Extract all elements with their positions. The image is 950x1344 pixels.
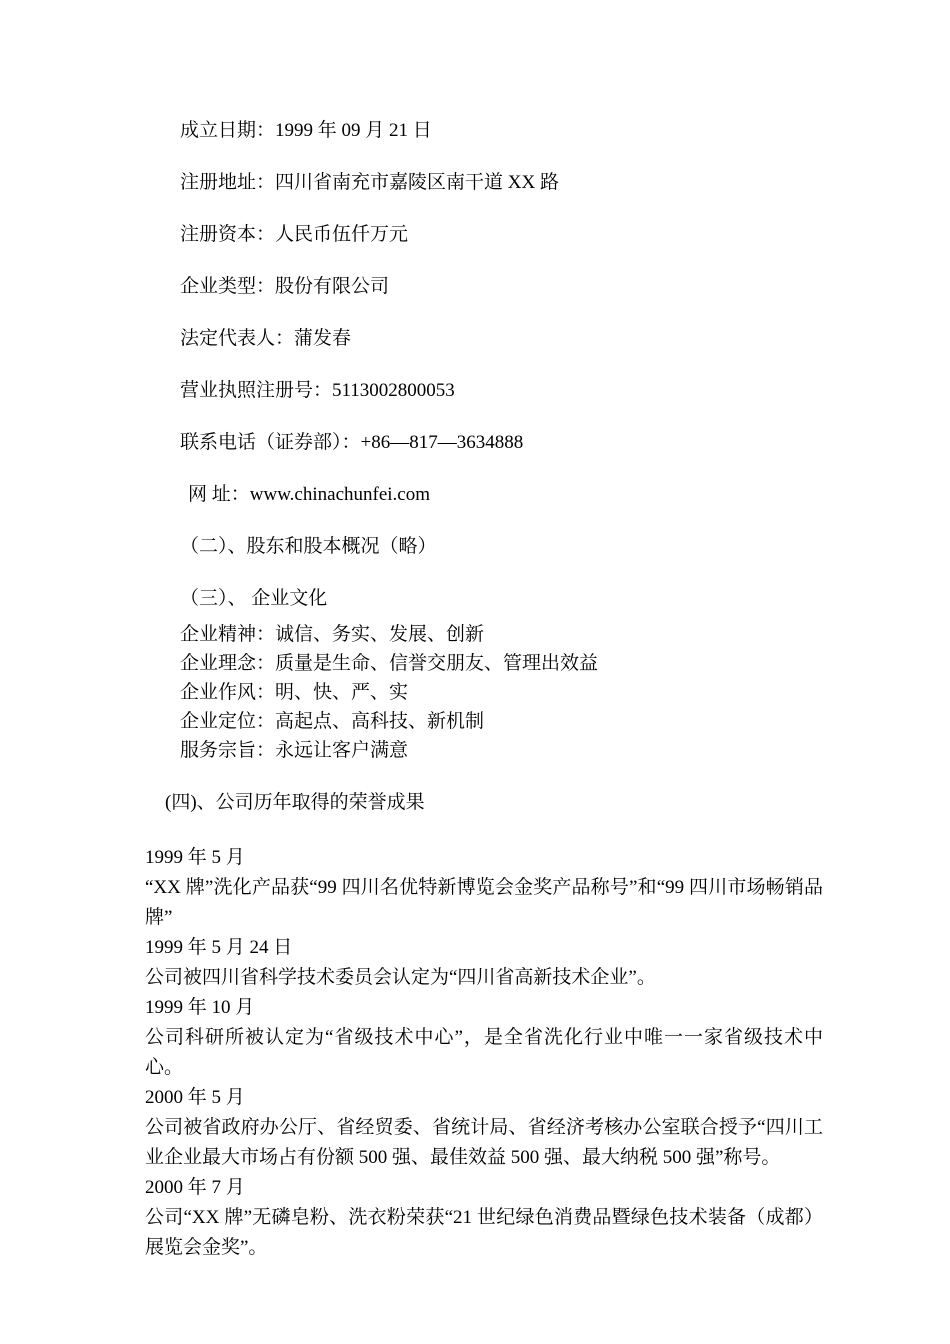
section-heading-culture: （三）、 企业文化 bbox=[180, 588, 328, 609]
culture-line-philosophy: 企业理念：质量是生命、信誉交朋友、管理出效益 bbox=[180, 653, 599, 674]
honor-text: 公司被四川省科学技术委员会认定为“四川省高新技术企业”。 bbox=[145, 967, 656, 988]
culture-line-spirit: 企业精神：诚信、务实、发展、创新 bbox=[180, 624, 485, 645]
honor-text: 公司被省政府办公厅、省经贸委、省统计局、省经济考核办公室联合授予“四川工业企业最大市场占有份额 500 强、最佳效益 500 强、最大纳税 500 强”称号。 bbox=[145, 1117, 823, 1168]
honor-text: “XX 牌”洗化产品获“99 四川名优特新博览会金奖产品称号”和“99 四川市场畅销品牌” bbox=[145, 877, 823, 928]
info-line-enterprise-type: 企业类型：股份有限公司 bbox=[180, 276, 390, 297]
honor-date: 1999 年 5 月 bbox=[145, 847, 245, 868]
culture-line-positioning: 企业定位：高起点、高科技、新机制 bbox=[180, 711, 485, 732]
honor-date: 1999 年 10 月 bbox=[145, 997, 255, 1018]
info-line-registered-address: 注册地址：四川省南充市嘉陵区南干道 XX 路 bbox=[180, 172, 559, 193]
honor-date: 1999 年 5 月 24 日 bbox=[145, 937, 293, 958]
honor-text: 公司科研所被认定为“省级技术中心”，是全省洗化行业中唯一一家省级技术中心。 bbox=[145, 1027, 823, 1078]
section-heading-shareholders: （二）、股东和股本概况（略） bbox=[180, 536, 437, 557]
honor-date: 2000 年 5 月 bbox=[145, 1087, 245, 1108]
document-content bbox=[145, 120, 823, 1263]
info-line-website: 网 址：www.chinachunfei.com bbox=[188, 484, 431, 505]
culture-line-service-purpose: 服务宗旨：永远让客户满意 bbox=[180, 740, 409, 761]
info-line-business-license-number: 营业执照注册号：5113002800053 bbox=[180, 380, 455, 401]
info-line-establish-date: 成立日期：1999 年 09 月 21 日 bbox=[180, 120, 432, 141]
culture-line-style: 企业作风：明、快、严、实 bbox=[180, 682, 409, 703]
info-line-contact-phone: 联系电话（证券部）：+86—817—3634888 bbox=[180, 432, 524, 453]
info-line-legal-representative: 法定代表人：蒲发春 bbox=[180, 328, 352, 349]
honor-date: 2000 年 7 月 bbox=[145, 1177, 245, 1198]
info-line-registered-capital: 注册资本：人民币伍仟万元 bbox=[180, 224, 409, 245]
section-heading-honors: (四)、公司历年取得的荣誉成果 bbox=[165, 792, 425, 813]
honor-text: 公司“XX 牌”无磷皂粉、洗衣粉荣获“21 世纪绿色消费品暨绿色技术装备（成都）展览会金奖”。 bbox=[145, 1207, 823, 1258]
